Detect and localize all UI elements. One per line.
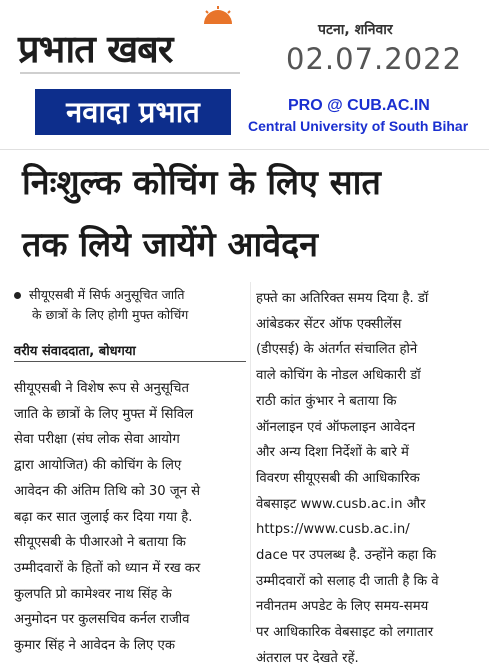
body-line: वेबसाइट www.cusb.ac.in और	[256, 496, 426, 512]
bullet-line: के छात्रों के लिए होगी मुफ्त कोचिंग	[32, 307, 189, 322]
body-line: अंतराल पर देखते रहें.	[256, 650, 359, 666]
newspaper-logo: प्रभात खबर	[18, 27, 173, 71]
body-line: (डीएसई) के अंतर्गत संचालित होने	[256, 342, 418, 358]
body-line: उम्मीदवारों को सलाह दी जाती है कि वे	[256, 573, 439, 589]
body-line: पर आधिकारिक वेबसाइट को लगातार	[256, 625, 434, 641]
body-line: विवरण सीयूएसबी की आधिकारिक	[256, 470, 420, 486]
logo-underline	[20, 72, 240, 74]
body-line: वाले कोचिंग के नोडल अधिकारी डॉ	[256, 368, 421, 384]
bullet-line: सीयूएसबी में सिर्फ अनुसूचित जाति	[29, 287, 185, 302]
university-name-annotation: Central University of South Bihar	[248, 118, 469, 134]
body-line: बढ़ा कर सात जुलाई कर दिया गया है.	[14, 509, 193, 525]
bullet-icon	[14, 292, 21, 299]
article-headline	[22, 152, 482, 276]
body-line: उम्मीदवारों के हितों को ध्यान में रख कर	[14, 560, 201, 576]
edition-date: 02.07.2022	[286, 42, 463, 76]
headline-line: निःशुल्क कोचिंग के लिए सात	[22, 163, 381, 203]
byline-divider	[14, 361, 246, 362]
body-line: राठी कांत कुंभार ने बताया कि	[256, 393, 397, 409]
article-body-left-column	[14, 376, 266, 659]
body-line: सीयूएसबी ने विशेष रूप से अनुसूचित	[14, 381, 190, 396]
headline-line: तक लिये जायेंगे आवेदन	[22, 225, 319, 265]
edition-city-day: पटना, शनिवार	[318, 22, 393, 38]
body-line: और अन्य दिशा निर्देशों के बारे में	[256, 445, 409, 461]
body-line: कुलपति प्रो कामेश्वर नाथ सिंह के	[14, 586, 172, 602]
body-line: https://www.cusb.ac.in/	[256, 522, 410, 538]
body-line: आंबेडकर सेंटर ऑफ एक्सीलेंस	[256, 316, 402, 332]
body-line: आवेदन की अंतिम तिथि को 30 जून से	[14, 483, 201, 499]
article-body-right-column	[256, 286, 488, 672]
article-summary-bullet	[14, 285, 262, 325]
edition-banner: नवादा प्रभात	[35, 89, 231, 135]
divider	[0, 149, 489, 150]
article-byline: वरीय संवाददाता, बोधगया	[14, 344, 136, 359]
body-line: सीयूएसबी के पीआरओ ने बताया कि	[14, 535, 186, 551]
body-line: जाति के छात्रों के लिए मुफ्त में सिविल	[14, 406, 194, 422]
body-line: नवीनतम अपडेट के लिए समय-समय	[256, 599, 429, 615]
body-line: हफ्ते का अतिरिक्त समय दिया है. डॉ	[256, 291, 429, 306]
body-line: द्वारा आयोजित) की कोचिंग के लिए	[14, 458, 182, 474]
body-line: ऑनलाइन एवं ऑफलाइन आवेदन	[256, 419, 416, 435]
body-line: कुमार सिंह ने आवेदन के लिए एक	[14, 638, 175, 654]
pro-email-annotation: PRO @ CUB.AC.IN	[288, 97, 430, 114]
body-line: dace पर उपलब्ध है. उन्होंने कहा कि	[256, 548, 436, 564]
body-line: सेवा परीक्षा (संघ लोक सेवा आयोग	[14, 432, 180, 448]
body-line: अनुमोदन पर कुलसचिव कर्नल राजीव	[14, 612, 190, 628]
